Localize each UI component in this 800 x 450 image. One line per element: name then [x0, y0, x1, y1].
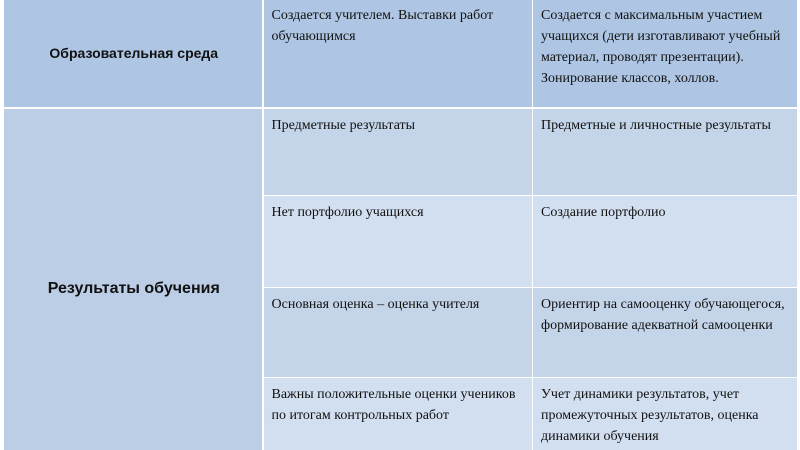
cell-environment-modern: Создается с максимальным участием учащихся (дети изготавливают учебный материал, проводят презентации). Зонирование классов, холлов. — [533, 0, 798, 108]
cell-results-2-modern: Создание портфолио — [533, 196, 798, 288]
row-header-results: Результаты обучения — [4, 108, 263, 450]
cell-results-4-modern: Учет динамики результатов, учет промежуточных результатов, оценка динамики обучения — [533, 378, 798, 450]
comparison-table — [3, 0, 798, 450]
row-header-environment: Образовательная среда — [4, 0, 263, 108]
cell-results-4-traditional: Важны положительные оценки учеников по итогам контрольных работ — [263, 378, 533, 450]
cell-results-3-modern: Ориентир на самооценку обучающегося, формирование адекватной самооценки — [533, 288, 798, 378]
table-row-results-1 — [4, 108, 798, 196]
cell-results-1-traditional: Предметные результаты — [263, 108, 533, 196]
table-row-environment — [4, 0, 798, 108]
cell-results-2-traditional: Нет портфолио учащихся — [263, 196, 533, 288]
cell-environment-traditional: Создается учителем. Выставки работ обучающимся — [263, 0, 533, 108]
cell-results-3-traditional: Основная оценка – оценка учителя — [263, 288, 533, 378]
cell-results-1-modern: Предметные и личностные результаты — [533, 108, 798, 196]
